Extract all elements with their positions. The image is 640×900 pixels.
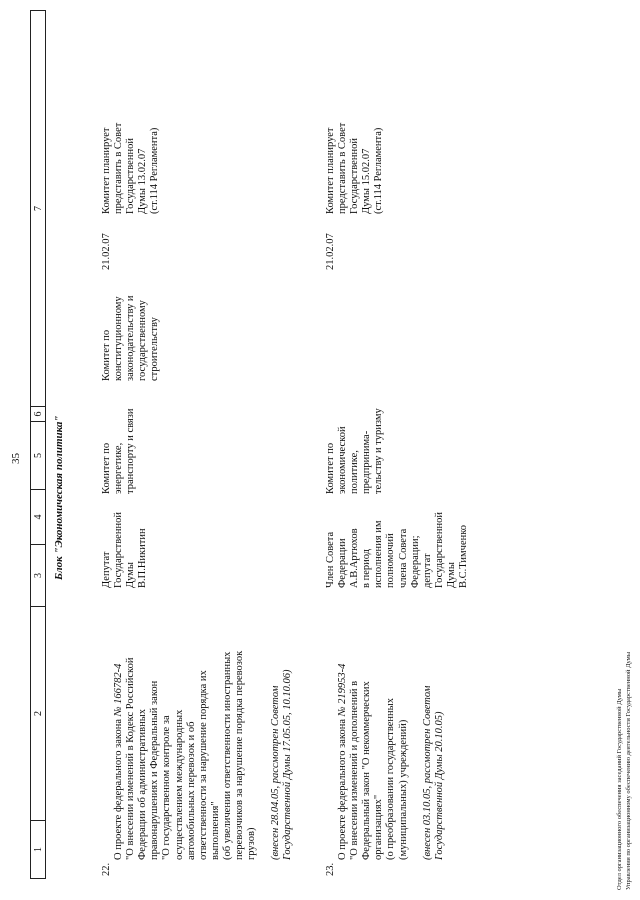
plan-note: Комитет планирует представить в Совет Государственной Думы 15.02.07 (ст.114 Регламента) (325, 122, 385, 214)
column-number: 4 (31, 490, 46, 545)
bill-description (101, 540, 307, 860)
column-number: 2 (31, 607, 46, 821)
date: 21.02.07 (325, 233, 336, 270)
initiator: Депутат Государственной Думы В.П.Никитин (101, 512, 149, 588)
date: 21.02.07 (101, 233, 112, 270)
co-executor-committee: Комитет по конституционному законодательству и государственному строительству (101, 295, 161, 381)
column-number: 6 (31, 407, 46, 422)
row-number: 23. (325, 862, 336, 876)
block-title: Блок "Экономическая политика" (53, 415, 65, 580)
page-number: 35 (10, 453, 22, 464)
bill-title-prefix: О проекте федерального закона (113, 716, 125, 860)
bill-title-prefix: О проекте федерального закона (337, 716, 349, 860)
column-number: 5 (31, 422, 46, 490)
bill-note: (внесен 03.10.05, рассмотрен Советом Государственной Думы 20.10.05) (421, 685, 445, 860)
bill-text: "О внесении изменений в Кодекс Российской Федерации об административных правонарушениях и Федеральный закон "О государственном контроле за осуществлением международных автомобильных перевозок и об ответственности за нарушение порядка их выполнения" (об увеличении ответственности иностранных перевозчиков за нарушение порядка перевозок грузов) (125, 650, 258, 860)
bill-text: "О внесении изменений и дополнений в Федеральный закон "О некоммерческих организациях" (о преобразовании государственных (муниципальных) учреждений) (349, 680, 409, 860)
bill-number: № 219953-4 (337, 663, 349, 717)
column-number: 3 (31, 545, 46, 607)
plan-note: Комитет планирует представить в Совет Государственной Думы 13.02.07 (ст.114 Регламента) (101, 122, 161, 214)
responsible-committee: Комитет по экономической политике, предпринима- тельству и туризму (325, 408, 385, 494)
column-number: 7 (31, 11, 46, 407)
initiator: Член Совета Федерации А.В.Артюхов в период исполнения им полномочий члена Совета Федерации; депутат Государственной Думы В.С.Тимченко (325, 512, 470, 588)
row-number: 22. (101, 862, 112, 876)
footer-line: Отдел организационного обеспечения заседаний Государственной Думы (616, 688, 623, 890)
bill-number: № 166782-4 (113, 663, 125, 717)
bill-description (325, 540, 458, 860)
footer-line: Управления по организационному обеспечению деятельности Государственной Думы (625, 651, 632, 890)
column-number-header (30, 10, 46, 879)
responsible-committee: Комитет по энергетике, транспорту и связи (101, 408, 137, 494)
bill-note: (внесен 28.04.05, рассмотрен Советом Государственной Думы 17.05.05, 10.10.06) (270, 669, 294, 860)
column-number: 1 (31, 821, 46, 879)
